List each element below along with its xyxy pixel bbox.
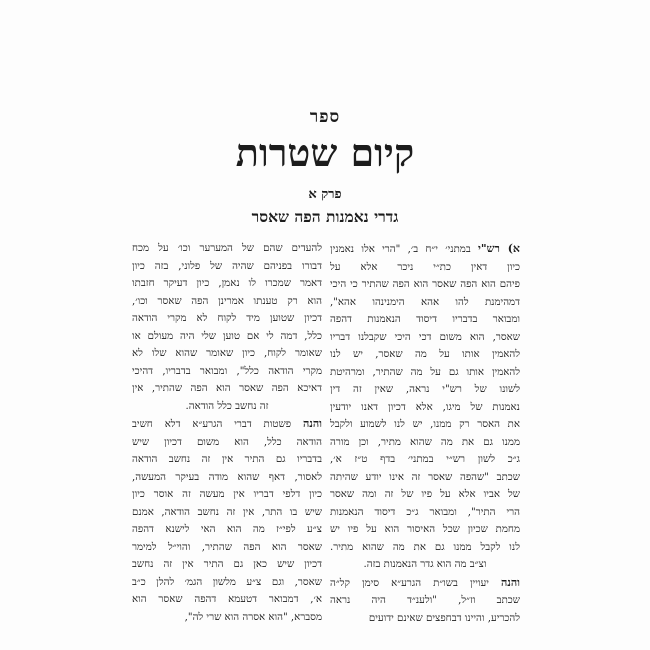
left-column-line (132, 434, 322, 452)
line-text: דבורו בפניהם שהיה של פלוני, בזה כיון (132, 260, 322, 272)
line-text: הודאה כלל, הוא משום דכיון שיש (132, 436, 322, 448)
line-text: א׳, דמבואר דטעמא דהפה שאסר הוא (132, 594, 322, 605)
left-column-line (132, 293, 322, 311)
line-text: להאמין אותו על מה שאסר, יש לנו (330, 349, 520, 360)
right-column-line (330, 521, 520, 539)
line-text: דאיכא הפה שאסר הוא הפה שהתיר, אין (132, 383, 322, 394)
right-text-column (330, 240, 520, 627)
line-text: לאסור, דאף שהוא מודה בעיקר המעשה, (132, 471, 322, 483)
line-text: זה נחשב כלל הודאה. (185, 400, 269, 412)
line-text: כיון דלפי דבריו אין מעשה זה אוסר כיון (132, 489, 322, 500)
line-text: דכיון שטוען מיד לקוח לא מקרי הודאה (132, 313, 322, 324)
left-column-line (132, 345, 322, 363)
line-text: ממנו גם את מה שהוא מתיר, וכן מורה (330, 436, 520, 448)
right-column-line (330, 294, 520, 312)
line-text: להכריע, והיינו דבחפצים שאינם ידועים (368, 612, 520, 624)
right-column-line (330, 592, 520, 610)
right-column-line (330, 451, 520, 469)
right-column-line (330, 399, 520, 417)
left-column-line (132, 398, 322, 416)
left-column-line (132, 363, 322, 381)
left-column-line (132, 486, 322, 504)
right-column-line (330, 504, 520, 522)
line-text: לנו לקבל ממנו גם את מה שהוא מתיר. (330, 541, 520, 553)
left-column-line (132, 451, 322, 469)
right-column-line (330, 381, 520, 399)
line-text: להעדים שהם של המערער וכו׳ על מכח (132, 243, 322, 254)
line-text: שיש בו התר, אין זה נחשב הודאה, אמנם (132, 506, 322, 518)
line-text: לשונו של רש"י נראה, שאין זה דין (330, 384, 520, 395)
line-text: דמהימנת להו אהא הימנינהו אהא", (330, 296, 520, 308)
line-text: וצ״ב מה הוא גדר הנאמנות בזה. (363, 559, 487, 570)
right-column-line (330, 416, 520, 434)
line-text: מסברא, "הוא אסרה הוא שרי לה", (184, 611, 322, 623)
line-text: נאמנות של מיגו, אלא דכיון דאנו יודעין (330, 401, 520, 413)
left-column-line (132, 328, 322, 346)
line-text: להאמין אותו גם על מה שהתיר, ומרהיטת (330, 366, 520, 378)
line-text: כיון דאין כת״י ניכר אלא על (330, 261, 520, 273)
line-text: כלל, דמה לי אם טוען שלי היה מעולם או (132, 330, 322, 342)
book-title: קיום שטרות (235, 130, 415, 175)
line-text: את האסר רק ממנו, יש לנו לשמוע ולקבל (330, 419, 520, 430)
left-column-line (132, 310, 322, 328)
right-column-line (330, 574, 520, 593)
left-column-line (132, 609, 322, 627)
paragraph-lead-word: והנה (500, 575, 520, 589)
line-text: שאסר, הוא משום דכי היכי שקבלנו דבריו (330, 331, 520, 343)
line-text: שאסר, וגם צ״ע מלשון הגמ׳ להלן כ״ב (132, 576, 322, 588)
left-column-line (132, 539, 322, 557)
line-text: דכיון שיש כאן גם התיר אין זה נחשב (132, 559, 322, 570)
left-column-line (132, 556, 322, 574)
left-column-line (132, 504, 322, 522)
right-column-line (330, 434, 520, 452)
chapter-label: פרק א (308, 187, 342, 202)
line-text: יעויין בשו״ת הגרע״א סימן קל״ה (330, 577, 501, 589)
line-text: שאומר לקוח, כיון שאומר שהוא שלו לא (132, 348, 322, 359)
line-text: פיהם הוא הפה שאסר הוא הפה שהתיר כי היכי (330, 279, 520, 290)
line-text: צ״ע לפי״ז מה הוא האי לישנא דהפה (132, 524, 322, 535)
right-column-line (330, 610, 520, 628)
line-text: דאמר שמכרו לו נאמן, כיון דעיקר חזבתו (132, 278, 322, 289)
line-text: שאסר הוא הפה שהתיר, והוי״ל למימר (132, 541, 322, 553)
section-title: גדרי נאמנות הפה שאסר (251, 207, 399, 226)
right-column-line (330, 539, 520, 557)
right-column-line (330, 240, 520, 259)
line-text: הוא רק טענתו אמרינן הפה שאסר וכו׳, (132, 295, 322, 307)
paragraph-lead-word: א) רש"י (478, 242, 520, 255)
right-column-line (330, 556, 520, 574)
right-column-line (330, 486, 520, 504)
line-text: בדבריו גם התיר אין זה נחשב הודאה (132, 454, 322, 465)
right-column-line (330, 259, 520, 277)
line-text: שכתב וז״ל, "ולענ״ד היה נראה (330, 595, 520, 606)
paragraph-lead-word: והנה (302, 417, 322, 430)
line-text: שכתב "שהפה שאסר זה אינו יודע שהיתה (330, 471, 520, 483)
right-column-line (330, 469, 520, 487)
right-column-line (330, 276, 520, 294)
right-column-line (330, 311, 520, 329)
right-column-line (330, 346, 520, 364)
right-column-line (330, 364, 520, 382)
left-column-line (132, 574, 322, 592)
line-text: במתני׳ י״ח ב׳, "הרי אלו נאמנין (330, 244, 479, 255)
line-text: של אביו אלא על פיו של זה ומה שאסר (330, 489, 520, 500)
line-text: מקרי הודאה כלל", ומבואר בדבריו, דהיכי (132, 365, 322, 377)
left-column-line (132, 591, 322, 609)
left-column-line (132, 469, 322, 487)
left-column-line (132, 521, 322, 539)
left-column-line (132, 258, 322, 276)
line-text: פשטות דברי הגרע״א דלא חשיב (132, 419, 303, 430)
right-column-line (330, 329, 520, 347)
left-column-line (132, 415, 322, 434)
line-text: ומבואר בדבריו דיסוד הנאמנות דהפה (330, 314, 520, 325)
line-text: ג״כ לשון רש״י במתני׳ בדף ט״ז א׳, (330, 454, 520, 465)
line-text: מחמת שכיון שכל האיסור הוא על פיו יש (330, 524, 520, 535)
line-text: הרי התיר", ומבואר ג״כ דיסוד הנאמנות (330, 506, 520, 518)
left-column-line (132, 380, 322, 398)
left-text-column (132, 240, 322, 626)
left-column-line (132, 240, 322, 258)
book-prefix: ספר (309, 107, 341, 127)
left-column-line (132, 275, 322, 293)
